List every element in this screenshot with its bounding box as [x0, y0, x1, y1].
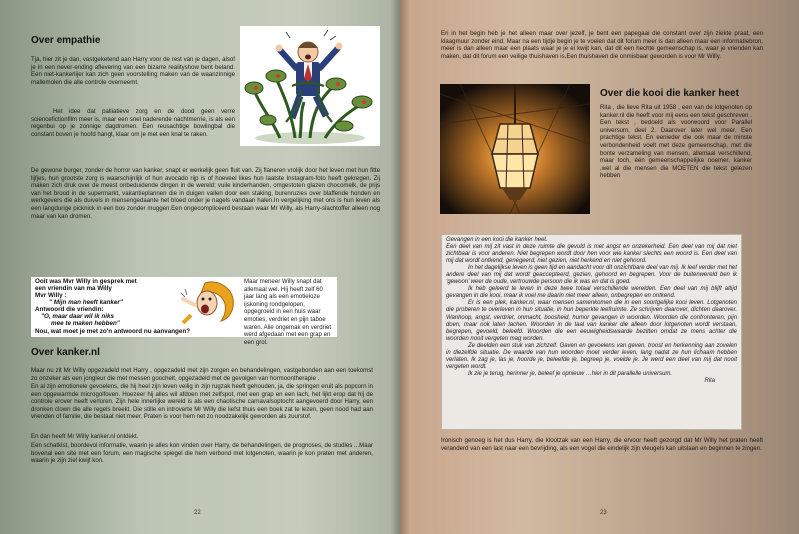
quote-paragraph-5: Ze deelden een stuk van zichzelf. Gaven en gevoelens van geven, troost en herkenning aan zovelen in diezelfde situatie. De waarde van hun woorden moet verder leven, lang nadat ze hun lichaam hebben verlaten. Ik zag je, las je, hoorde je, beleefde je, begreep je, voelde je. Je werd een deel van mij dat nooit vergeten wordt.	[446, 342, 737, 370]
screaming-woman-illustration	[181, 279, 236, 325]
page-number-right: 23	[600, 510, 607, 516]
paragraph-empathie-2: Het idee dat palliatieve zorg en de dood geen verre sciencefictionfilm meer is, maar een snel naderende nachtmerrie, is als een regenbui op je zonnige dagdromen. Een reusachtige bowlingbal die constant boven je hoofd hangt, klaar om je met een knal te raken.	[31, 108, 235, 138]
heading-kooi-kanker: Over die kooi die kanker heet	[600, 88, 739, 99]
paragraph-empathie-1: Tja, hier zit je dan, vastgeketend aan Harry voor de rest van je dagen, alsof je in een never-ending aflevering van een bizarre realityshow bent beland. Een niet-kankerlijer kan zich geen voorstelling maken van de waanzinnige mallemolen die alle controle overneemt.	[31, 56, 235, 86]
page-number-left: 22	[194, 510, 201, 516]
rita-quote-box	[441, 234, 742, 430]
paragraph-kanker-nl-4: Een schatkist, boordevol informatie, waarin je alles kon vinden over Harry, de behandelingen, de prognoses, de studies ...Maar bovenal een site met een forum, een magische spiegel die hem verbond met lotgenoten, waarin je kon praten met anderen, waarin je zijn ziel kwijt kon.	[31, 442, 373, 465]
hanging-lantern-photo	[440, 84, 590, 214]
quote-paragraph-3: Ik heb geleerd te leven in deze twee totaal verschillende werelden. Een deel van mij blijft altijd gevangen in die kooi, maar ik voel me daarin niet meer alleen, onbegrepen en ontkend.	[446, 286, 737, 300]
paragraph-kanker-nl-1: Maar nu zit Mr Willy opgezadeld met Harry , opgezadeld met zijn zorgen en behandelingen, vastgebonden aan een toekomst zo onzeker als een jongleur die met messen goochelt, opgezadeld met de gevolgen van hormoontherapie .	[31, 367, 373, 382]
dialog-line-7: mee te maken hebben"	[51, 320, 120, 327]
quote-paragraph-6: Ik zie je terug, herinner je, beleef je opnieuw …hier in dit parallelle universum.	[468, 370, 672, 377]
paragraph-rita-intro: Rita , die lieve Rita uit 1958 , een van de lotgenoten op kanker.nl die heeft voor mij eens een tekst geschreven . Een tekst , bedoeld als voorwoord voor Parallel universum, deel 2. Daarover later wel meer. Een prachtige tekst. En eenieder die ook maar de minste verbondenheid voelt met deze gemeenschap, met die bonte verzameling van mensen, allemaal verschillend, maar toch, één gemeenschappelijke noemer, kanker ,wel al die mensen die MOETEN die tekst gelezen hebben	[600, 104, 752, 180]
paragraph-side-willy: Maar meneer Willy snapt dat allemaal wel. Hij heeft zelf 60 jaar lang als een emotieloze ijskoning rondgelopen, opgegroeid in een huis waar emoties, verdriet en pijn taboe waren. Alle ongemak en verdriet werd afgedaan met een grap en een grol.	[244, 278, 332, 346]
dialog-line-6: "O, maar daar wil ik niks	[41, 313, 114, 320]
dialog-line-8: Nou, wat moet je met zo'n antwoord nu aanvangen?	[35, 328, 191, 335]
paragraph-kanker-nl-2: En al zijn emotionele gevoelens, die hij heel zijn leven veilig in zijn rugzak heeft gehouden, ja, die springen eruit als popcorn in een opgewarmde microgolfoven. Hoezeer hij alles wil afdoen met zelfspot, met een grap en een lach, het lijkt erop dat hij de controle erover heeft verloren. Zijn hele innerlijke wereld is als een chaotische carnavalsoptocht aangevoerd door Harry, een dronken clown die alle regels breekt. Die stille en introverte Mr Willy die liefst thuis een boek zat te lezen, geen nood had aan vrienden of familie, die bestaat niet meer. Praten is voor hem net zo noodzakelijk geworden als zuurstof.	[31, 383, 373, 421]
quote-paragraph-1: Een deel van mij zit vast in deze ruimte die gevuld is met angst en onzekerheid. Een deel van mij dat niet zichtbaar is voor anderen. Niet begrepen wordt door hen voor wie kanker slechts een woord is. Een deel van mij dat wordt ontkend, genegeerd, niet gezien, niet herkend en niet gehoord.	[446, 244, 737, 265]
dialog-line-5: Antwoord die vriendin:	[35, 306, 104, 313]
heading-over-empathie: Over empathie	[31, 35, 101, 46]
paragraph-kanker-nl-3: En dan heeft Mr Willy kanker.nl ontdekt.	[31, 433, 139, 440]
quote-signature: Rita	[704, 377, 715, 384]
man-caught-by-plant-illustration	[240, 26, 380, 146]
quote-paragraph-2: In het dagelijkse leven is geen tijd en aandacht voor dit onzichtbare deel van mij. Ik leef verder met het andere deel van mij dat wordt geaccepteerd, gezien, gehoord en begrepen. Voor de buitenwereld ben ik ‘gewoon’ weer de oude, vertrouwde persoon die ik was en dat is goed.	[446, 265, 737, 286]
dialog-line-4: " Mijn man heeft kanker"	[49, 299, 123, 306]
heading-over-kanker-nl: Over kanker.nl	[31, 347, 100, 358]
paragraph-forum-intro: En in het begin heb je het alleen maar over jezelf, je bent een papegaai die constant over zijn ziekte praat, een klaagmuur zonder eind. Maar na een tijdje begin je te voelen dat dit forum meer is dan alleen maar een informatiebron, meer is dan alleen maar een plaats waar je je ei kwijt kan, dat dit een hechte gemeenschap is, waar je vrienden kan maken, dat dit forum een veilige thuishaven is.Een thuishaven die onmisbaar geworden is voor Mr Willy.	[441, 30, 763, 60]
paragraph-outro: Ironisch genoeg is het dus Harry, die klootzak van een Harry, die ervoor heeft gezorgd dat Mr Willy het praten heeft veranderd van een last naar een bevrijding, als een vogel die eindelijk zijn vleugels kan uitslaan en beginnen te zingen.	[441, 437, 763, 452]
quote-title: Gevangen in een kooi die kanker heet.	[446, 237, 548, 243]
quote-paragraph-4: Er is een plek, kanker.nl, waar mensen samenkomen die in een soortgelijke kooi leven. Lotgenoten die proberen te overleven in hun situatie, in hun beperkte leefruimte. Ze schrijven daarover, dichten daarover. Wanhoop, angst, verdriet, onmacht, boosheid, humor gevangen in woorden. Woorden die confronteren, pijn doen, maar ook laten lachen. Woorden in de taal van kanker die alleen door lotgenoten wordt verstaan, begrepen, gevoeld, beleefd. Woorden die een eeuwigheidswaarde bezitten omdat ze mens achter die woorden nooit vergeten mag worden.	[446, 300, 737, 342]
dialog-line-1: Ooit was Mvr Willy in gesprek met	[35, 278, 137, 285]
dialog-line-3: Mvr Willy :	[35, 292, 67, 299]
paragraph-empathie-3: De gewone burger, zonder de horror van kanker, snapt er werkelijk geen fluit van. Zij flaneren vrolijk door het leven met hun fitte lijfjes, hun grootste zorg is waarschijnlijk of hun avocado rijp is of hoeveel likes hun laatste Instagram-foto heeft gekregen. Zij maken zich druk over de meest onbeduidende dingen in de wereld: vuile kinderhanden, omgestoten glazen chocomelk, de prijs van het brood in de supermarkt, vakantieplannen die in duigen vallen door een staking, burenruzies over blaffende honden en werkgevers die als duivels in mensengedaante het bloed onder je nagels vandaan halen.In vergelijking met ons is hun leven als een langdurige picknick in een bos zonder muggen.Een ongecompliceerd bestaan waar Mr Willy, als Harry-slachtoffer alleen nog maar van kan dromen.	[31, 167, 380, 220]
dialog-line-2: een vriendin van ma Willy	[35, 285, 112, 292]
